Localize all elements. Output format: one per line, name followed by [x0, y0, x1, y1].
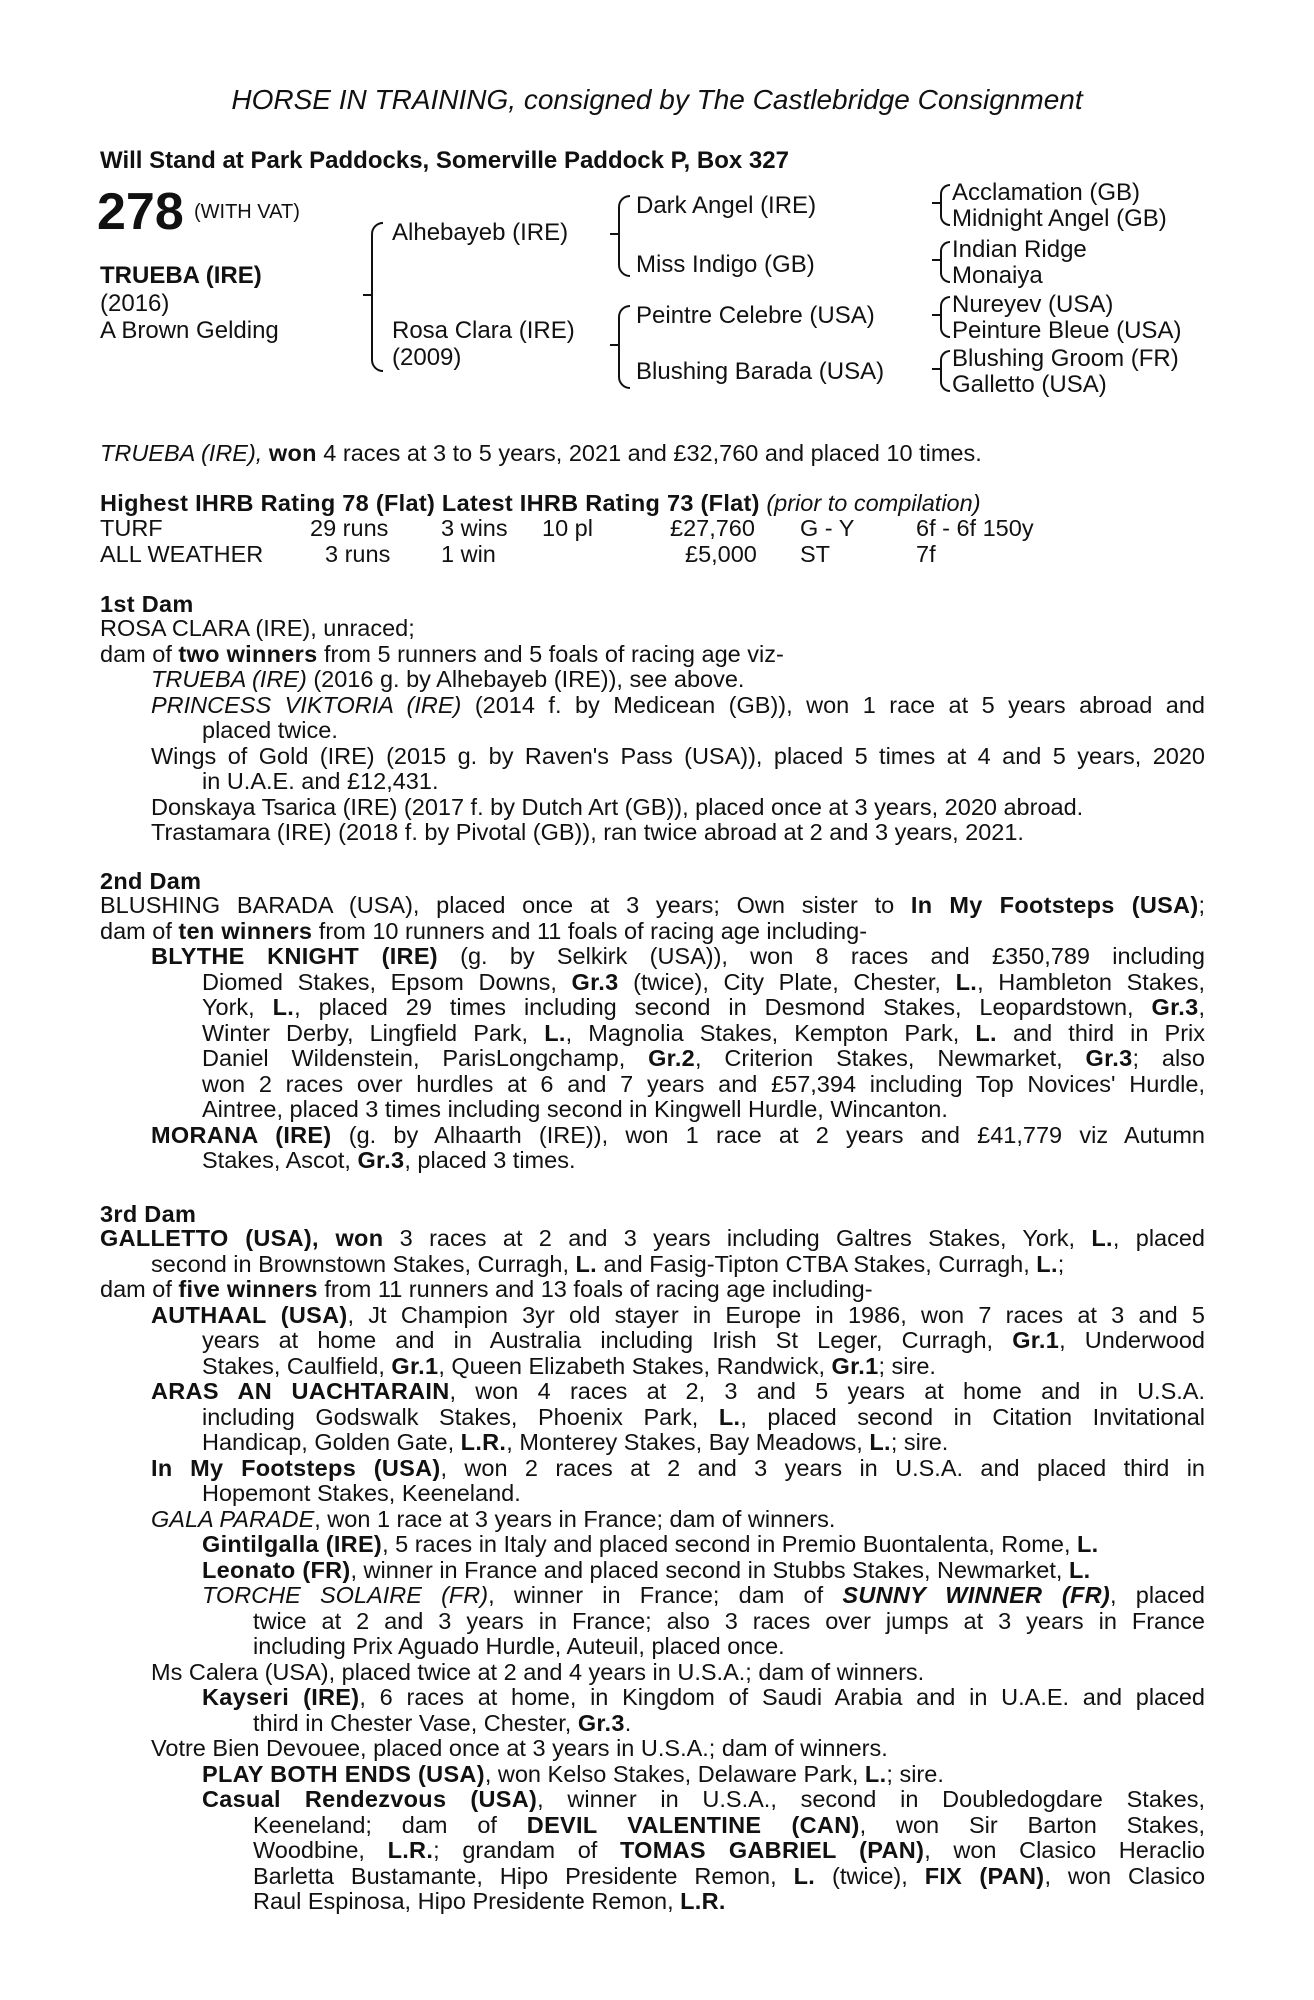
text-run: L. [544, 1019, 566, 1046]
text-run: , won Clasico Heraclio [924, 1837, 1205, 1863]
pedigree-g8: Galletto (USA) [952, 371, 1107, 398]
third-dam-line [100, 1252, 1205, 1278]
text-run: L. [955, 968, 978, 995]
text-run: Gr.3 [1085, 1045, 1133, 1071]
text-run: Diomed Stakes, Epsom Downs, [202, 968, 572, 995]
second-dam-line [100, 893, 1205, 919]
pedigree-brace-sire [618, 195, 630, 277]
produce-continuation [100, 1430, 1205, 1456]
text-run: Barletta Bustamante, Hipo Presidente Remon, [253, 1862, 794, 1889]
text-run: GALA PARADE [151, 1505, 315, 1532]
text-run: TRUEBA (IRE) [151, 666, 307, 692]
stats-turf-pl: 10 pl [542, 515, 593, 541]
text-run: (g. by Alhaarth (IRE)), won 1 race at 2 years and £41,779 viz Autumn [331, 1121, 1205, 1148]
text-run: Gr.3 [571, 968, 619, 995]
stats-turf-money: £27,760 [670, 515, 755, 541]
text-run: , won Clasico [1044, 1862, 1206, 1889]
pedigree-brace-tick [932, 314, 940, 316]
text-run: Gr.3 [577, 1709, 625, 1736]
pedigree-g4: Monaiya [952, 262, 1043, 289]
produce-princess-viktoria [100, 693, 1205, 719]
text-run: , winner in France and placed second in Stubbs Stakes, Newmarket, [350, 1556, 1069, 1583]
stats-aw-runs: 3 runs [325, 541, 391, 567]
text-run: , Magnolia Stakes, Kempton Park, [565, 1019, 976, 1046]
produce-continuation [100, 1813, 1205, 1839]
text-run: , Queen Elizabeth Stakes, Randwick, [438, 1352, 832, 1379]
stats-turf-wins: 3 wins [441, 515, 508, 541]
text-run: L.R. [460, 1429, 507, 1455]
text-run: dam of [100, 640, 179, 667]
text-run: AUTHAAL (USA) [151, 1301, 348, 1328]
text-run: L.R. [680, 1888, 726, 1914]
text-run: L.R. [387, 1837, 434, 1863]
text-run: , 5 races in Italy and placed second in Premio Buontalenta, Rome, [382, 1531, 1078, 1557]
text-run: from 10 runners and 11 foals of racing age including- [312, 917, 868, 944]
summary-won: won [268, 440, 317, 466]
text-run: ; [1198, 892, 1205, 918]
produce-leonato [100, 1558, 1205, 1584]
produce-wings-of-gold: Wings of Gold (IRE) (2015 g. by Raven's Pass (USA)), placed 5 times at 4 and 5 years, 2020 [151, 742, 1205, 769]
text-run: Gr.2 [648, 1045, 696, 1071]
stats-aw-wins: 1 win [441, 541, 496, 567]
text-run: Raul Espinosa, Hipo Presidente Remon, [253, 1888, 681, 1914]
first-dam-line [100, 642, 1205, 668]
lot-number: 278 [97, 183, 184, 241]
produce-gintilgalla [100, 1532, 1205, 1558]
second-dam-section [100, 893, 1205, 1174]
stats-aw-money: £5,000 [685, 541, 757, 567]
text-run: BLYTHE KNIGHT (IRE) [151, 943, 438, 969]
produce-continuation [100, 1046, 1205, 1072]
produce-play-both-ends [100, 1762, 1205, 1788]
first-dam-line: ROSA CLARA (IRE), unraced; [100, 615, 415, 641]
text-run: Gr.1 [1012, 1327, 1060, 1353]
text-run: L. [975, 1019, 997, 1046]
text-run: FIX (PAN) [924, 1862, 1045, 1889]
text-run: Leonato (FR) [202, 1556, 351, 1583]
first-dam-section [100, 616, 1205, 846]
pedigree-dam-sire: Peintre Celebre (USA) [636, 302, 875, 329]
third-dam-line [100, 1277, 1205, 1303]
text-run: Stakes, Ascot, [202, 1147, 358, 1173]
text-run: years at home and in Australia including Irish St Leger, Curragh, [202, 1327, 1013, 1353]
text-run: from 11 runners and 13 foals of racing age including- [317, 1276, 873, 1302]
text-run: Daniel Wildenstein, ParisLongchamp, [202, 1045, 649, 1071]
third-dam-line [100, 1226, 1205, 1252]
text-run: In My Footsteps (USA) [910, 892, 1199, 918]
text-run: , Underwood [1059, 1327, 1205, 1353]
text-run: TOMAS GABRIEL (PAN) [619, 1837, 925, 1863]
produce-continuation [100, 1021, 1205, 1047]
text-run: L. [1068, 1556, 1091, 1583]
pedigree-g5: Nureyev (USA) [952, 291, 1114, 318]
pedigree-dam-year: (2009) [392, 344, 462, 371]
third-dam-section [100, 1226, 1205, 1915]
pedigree-dam: Rosa Clara (IRE) [392, 317, 575, 344]
text-run: including Godswalk Stakes, Phoenix Park, [202, 1403, 719, 1430]
pedigree-brace-g1 [940, 184, 950, 226]
text-run: MORANA (IRE) [151, 1121, 332, 1148]
text-run: and Fasig-Tipton CTBA Stakes, Curragh, [597, 1250, 1037, 1277]
vat-note: (WITH VAT) [194, 201, 300, 223]
pedigree-brace-g3 [940, 296, 950, 338]
second-dam-line [100, 919, 1205, 945]
text-run: , Monterey Stakes, Bay Meadows, [506, 1429, 870, 1455]
text-run: , won 4 races at 2, 3 and 5 years at home and in U.S.A. [449, 1378, 1205, 1404]
pedigree-g2: Midnight Angel (GB) [952, 205, 1167, 232]
pedigree-sire-sire: Dark Angel (IRE) [636, 192, 817, 219]
produce-votre-bien-devouee: Votre Bien Devouee, placed once at 3 years in U.S.A.; dam of winners. [151, 1735, 888, 1761]
stats-aw-going: ST [800, 541, 831, 567]
text-run: Gr.1 [831, 1352, 879, 1379]
text-run: , winner in U.S.A., second in Doubledogdare Stakes, [537, 1786, 1205, 1812]
produce-blythe-knight [100, 944, 1205, 970]
pedigree-brace-tick [932, 259, 940, 261]
text-run: dam of [100, 1276, 179, 1302]
produce-continuation [100, 1889, 1205, 1915]
text-run: Handicap, Golden Gate, [202, 1429, 461, 1455]
pedigree-brace-tick [932, 368, 940, 370]
stats-aw-dist: 7f [916, 541, 936, 567]
text-run: , 6 races at home, in Kingdom of Saudi Arabia and in U.A.E. and placed [359, 1684, 1206, 1710]
stats-turf-dist: 6f - 6f 150y [916, 515, 1034, 541]
text-run: York, [202, 994, 273, 1020]
produce-continuation [100, 1328, 1205, 1354]
text-run: L. [793, 1862, 816, 1889]
text-run: (twice), [815, 1862, 925, 1889]
text-run: from 5 runners and 5 foals of racing age viz- [317, 640, 784, 667]
text-run: , won Kelso Stakes, Delaware Park, [484, 1760, 865, 1787]
produce-continuation: placed twice. [202, 717, 338, 743]
produce-authaal [100, 1303, 1205, 1329]
text-run: , placed 29 times including second in Desmond Stakes, Leopardstown, [294, 994, 1152, 1020]
summary-rest: 4 races at 3 to 5 years, 2021 and £32,760 and placed 10 times. [316, 440, 982, 466]
text-run: Gr.3 [357, 1147, 405, 1173]
text-run: L. [869, 1429, 891, 1455]
pedigree-sire-dam: Miss Indigo (GB) [636, 251, 815, 278]
produce-ms-calera: Ms Calera (USA), placed twice at 2 and 4 years in U.S.A.; dam of winners. [151, 1658, 925, 1685]
text-run: , won Sir Barton Stakes, [859, 1811, 1205, 1838]
produce-continuation [100, 1711, 1205, 1737]
text-run: Winter Derby, Lingfield Park, [202, 1019, 545, 1046]
text-run: , won 1 race at 3 years in France; dam of winners. [314, 1505, 836, 1532]
text-run: and third in Prix [996, 1019, 1205, 1046]
summary-name: TRUEBA (IRE), [100, 440, 263, 466]
text-run: ; grandam of [433, 1837, 620, 1863]
produce-donskaya-tsarica: Donskaya Tsarica (IRE) (2017 f. by Dutch Art (GB)), placed once at 3 years, 2020 abroad. [151, 793, 1084, 820]
text-run: DEVIL VALENTINE (CAN) [526, 1811, 860, 1838]
rating-text: Highest IHRB Rating 78 (Flat) Latest IHRB Rating 73 (Flat) [100, 490, 760, 516]
text-run: PLAY BOTH ENDS (USA) [202, 1760, 485, 1787]
produce-continuation [100, 1405, 1205, 1431]
second-dam-heading: 2nd Dam [100, 868, 202, 894]
text-run: second in Brownstown Stakes, Curragh, [151, 1250, 576, 1277]
pedigree-g6: Peinture Bleue (USA) [952, 317, 1182, 344]
pedigree-brace-tick [363, 294, 373, 296]
stats-turf-surface: TURF [100, 515, 163, 541]
text-run: five winners [178, 1276, 318, 1302]
text-run: Casual Rendezvous (USA) [202, 1786, 538, 1812]
text-run: , won 2 races at 2 and 3 years in U.S.A. and placed third in [440, 1454, 1205, 1481]
text-run: dam of [100, 917, 179, 944]
text-run: Gr.3 [1151, 994, 1199, 1020]
text-run: L. [718, 1403, 741, 1430]
pedigree-g3: Indian Ridge [952, 236, 1087, 263]
text-run: , placed 3 times. [404, 1147, 576, 1173]
text-run: Woodbine, [253, 1837, 388, 1863]
stand-location: Will Stand at Park Paddocks, Somerville Paddock P, Box 327 [100, 147, 789, 174]
text-run: . [624, 1709, 632, 1736]
first-dam-heading: 1st Dam [100, 591, 194, 617]
text-run: (2014 f. by Medicean (GB)), won 1 race at 5 years abroad and [461, 691, 1205, 718]
text-run: L. [1077, 1531, 1099, 1557]
pedigree-dam-dam: Blushing Barada (USA) [636, 358, 885, 385]
produce-in-my-footsteps [100, 1456, 1205, 1482]
rating-note: (prior to compilation) [766, 490, 981, 516]
text-run: L. [1036, 1250, 1058, 1277]
horse-year: (2016) [100, 290, 170, 317]
pedigree-brace-tick [610, 233, 620, 235]
stats-turf-going: G - Y [800, 515, 855, 541]
produce-trueba [100, 667, 1205, 693]
produce-continuation [100, 1148, 1205, 1174]
pedigree-g1: Acclamation (GB) [952, 179, 1141, 206]
text-run: , placed [1110, 1582, 1206, 1608]
text-run: , Hambleton Stakes, [977, 968, 1205, 995]
text-run: , Criterion Stakes, Newmarket, [695, 1045, 1086, 1071]
text-run: L. [1091, 1225, 1113, 1251]
pedigree-brace-main [371, 222, 383, 372]
text-run: two winners [178, 640, 318, 667]
pedigree-g7: Blushing Groom (FR) [952, 345, 1179, 372]
produce-continuation: twice at 2 and 3 years in France; also 3 races over jumps at 3 years in France [253, 1607, 1205, 1634]
text-run: third in Chester Vase, Chester, [253, 1709, 578, 1736]
text-run: BLUSHING BARADA (USA), placed once at 3 years; Own sister to [100, 892, 911, 918]
pedigree-sire: Alhebayeb (IRE) [392, 219, 569, 246]
text-run: TORCHE SOLAIRE (FR) [202, 1582, 489, 1608]
produce-casual-rendezvous [100, 1787, 1205, 1813]
text-run: Gr.1 [391, 1352, 439, 1379]
horse-description: A Brown Gelding [100, 317, 279, 344]
stats-turf-runs: 29 runs [310, 515, 389, 541]
produce-morana [100, 1123, 1205, 1149]
pedigree-brace-g2 [940, 241, 950, 283]
text-run: SUNNY WINNER (FR) [842, 1582, 1111, 1608]
text-run: , Jt Champion 3yr old stayer in Europe in 1986, won 7 races at 3 and 5 [347, 1301, 1205, 1328]
text-run: ten winners [178, 917, 313, 944]
race-summary [100, 440, 982, 467]
produce-continuation [100, 995, 1205, 1021]
produce-continuation: including Prix Aguado Hurdle, Auteuil, placed once. [253, 1633, 785, 1659]
produce-continuation [100, 970, 1205, 996]
produce-continuation: in U.A.E. and £12,431. [202, 768, 439, 794]
text-run: L. [864, 1760, 887, 1787]
text-run: ARAS AN UACHTARAIN [151, 1378, 450, 1404]
text-run: GALLETTO (USA), won [100, 1225, 384, 1251]
third-dam-heading: 3rd Dam [100, 1201, 197, 1227]
text-run: , placed second in Citation Invitational [740, 1403, 1205, 1430]
pedigree-brace-tick [610, 344, 620, 346]
produce-continuation: Hopemont Stakes, Keeneland. [202, 1480, 521, 1506]
horse-name: TRUEBA (IRE) [100, 262, 262, 289]
produce-continuation [100, 1864, 1205, 1890]
produce-continuation [100, 1838, 1205, 1864]
pedigree-brace-g4 [940, 350, 950, 392]
text-run: ; sire. [886, 1760, 944, 1787]
text-run: ; also [1132, 1045, 1205, 1071]
produce-continuation: won 2 races over hurdles at 6 and 7 years and £57,394 including Top Novices' Hurdle, [202, 1070, 1205, 1097]
text-run: Kayseri (IRE) [202, 1684, 360, 1710]
produce-torche-solaire [100, 1583, 1205, 1609]
text-run: ; sire. [878, 1352, 936, 1379]
text-run: , placed [1112, 1225, 1205, 1251]
text-run: Stakes, Caulfield, [202, 1352, 392, 1379]
page-header: HORSE IN TRAINING, consigned by The Castlebridge Consignment [231, 84, 1083, 115]
text-run: Keeneland; dam of [253, 1811, 527, 1838]
text-run: , winner in France; dam of [488, 1582, 843, 1608]
text-run: 3 races at 2 and 3 years including Galtres Stakes, York, [383, 1225, 1092, 1251]
pedigree-brace-tick [932, 202, 940, 204]
produce-continuation [100, 1354, 1205, 1380]
pedigree-brace-dam [618, 305, 630, 389]
text-run: ; sire. [890, 1429, 949, 1455]
rating-line [100, 490, 981, 517]
produce-aras-an-uachtarain [100, 1379, 1205, 1405]
produce-gala-parade [100, 1507, 1205, 1533]
text-run: L. [272, 994, 295, 1020]
text-run: , [1198, 994, 1205, 1020]
text-run: In My Footsteps (USA) [151, 1454, 441, 1481]
produce-continuation: Aintree, placed 3 times including second in Kingwell Hurdle, Wincanton. [202, 1096, 948, 1122]
text-run: PRINCESS VIKTORIA (IRE) [151, 691, 462, 718]
text-run: Gintilgalla (IRE) [202, 1531, 383, 1557]
produce-trastamara: Trastamara (IRE) (2018 f. by Pivotal (GB)), ran twice abroad at 2 and 3 years, 2021. [151, 819, 1024, 845]
stats-aw-surface: ALL WEATHER [100, 541, 264, 567]
text-run: (2016 g. by Alhebayeb (IRE)), see above. [306, 666, 745, 692]
produce-kayseri [100, 1685, 1205, 1711]
text-run: ; [1057, 1250, 1065, 1277]
text-run: L. [575, 1250, 597, 1277]
text-run: (g. by Selkirk (USA)), won 8 races and £350,789 including [437, 943, 1205, 969]
text-run: (twice), City Plate, Chester, [618, 968, 956, 995]
